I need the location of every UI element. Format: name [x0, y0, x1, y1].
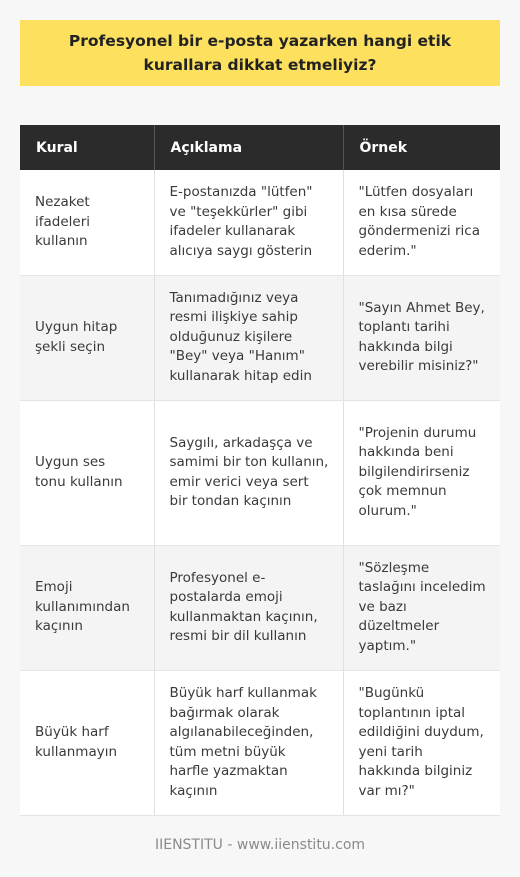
description-cell: Saygılı, arkadaşça ve samimi bir ton kullanın, emir verici veya sert bir tondan kaçının	[154, 400, 343, 545]
table-header	[20, 125, 500, 170]
rule-cell: Emoji kullanımından kaçının	[20, 545, 154, 670]
description-cell: Tanımadığınız veya resmi ilişkiye sahip olduğunuz kişilere "Bey" veya "Hanım" kullanarak hitap edin	[154, 275, 343, 400]
table-row	[20, 170, 500, 275]
footer-credit: IIENSTITU - www.iienstitu.com	[154, 837, 366, 853]
rule-cell: Büyük harf kullanmayın	[20, 670, 154, 815]
column-header-description: Açıklama	[154, 125, 343, 170]
rules-table	[20, 125, 500, 816]
example-cell: "Lütfen dosyaları en kısa sürede göndermenizi rica ederim."	[343, 170, 500, 275]
header-row	[20, 125, 500, 170]
example-cell: "Bugünkü toplantının iptal edildiğini duydum, yeni tarih hakkında bilginiz var mı?"	[343, 670, 500, 815]
title-banner	[20, 20, 500, 86]
table-row	[20, 400, 500, 545]
table-row	[20, 545, 500, 670]
example-cell: "Sayın Ahmet Bey, toplantı tarihi hakkında bilgi verebilir misiniz?"	[343, 275, 500, 400]
table-row	[20, 275, 500, 400]
example-cell: "Sözleşme taslağını inceledim ve bazı düzeltmeler yaptım."	[343, 545, 500, 670]
column-header-example: Örnek	[343, 125, 500, 170]
description-cell: Büyük harf kullanmak bağırmak olarak algılanabileceğinden, tüm metni büyük harfle yazmaktan kaçının	[154, 670, 343, 815]
rule-cell: Nezaket ifadeleri kullanın	[20, 170, 154, 275]
column-header-rule: Kural	[20, 125, 154, 170]
example-cell: "Projenin durumu hakkında beni bilgilendirirseniz çok memnun olurum."	[343, 400, 500, 545]
page-title: Profesyonel bir e-posta yazarken hangi etik kurallara dikkat etmeliyiz?	[68, 32, 452, 74]
table-row	[20, 670, 500, 815]
description-cell: Profesyonel e-postalarda emoji kullanmaktan kaçının, resmi bir dil kullanın	[154, 545, 343, 670]
description-cell: E-postanızda "lütfen" ve "teşekkürler" gibi ifadeler kullanarak alıcıya saygı gösterin	[154, 170, 343, 275]
rule-cell: Uygun ses tonu kullanın	[20, 400, 154, 545]
rule-cell: Uygun hitap şekli seçin	[20, 275, 154, 400]
table-body	[20, 170, 500, 815]
